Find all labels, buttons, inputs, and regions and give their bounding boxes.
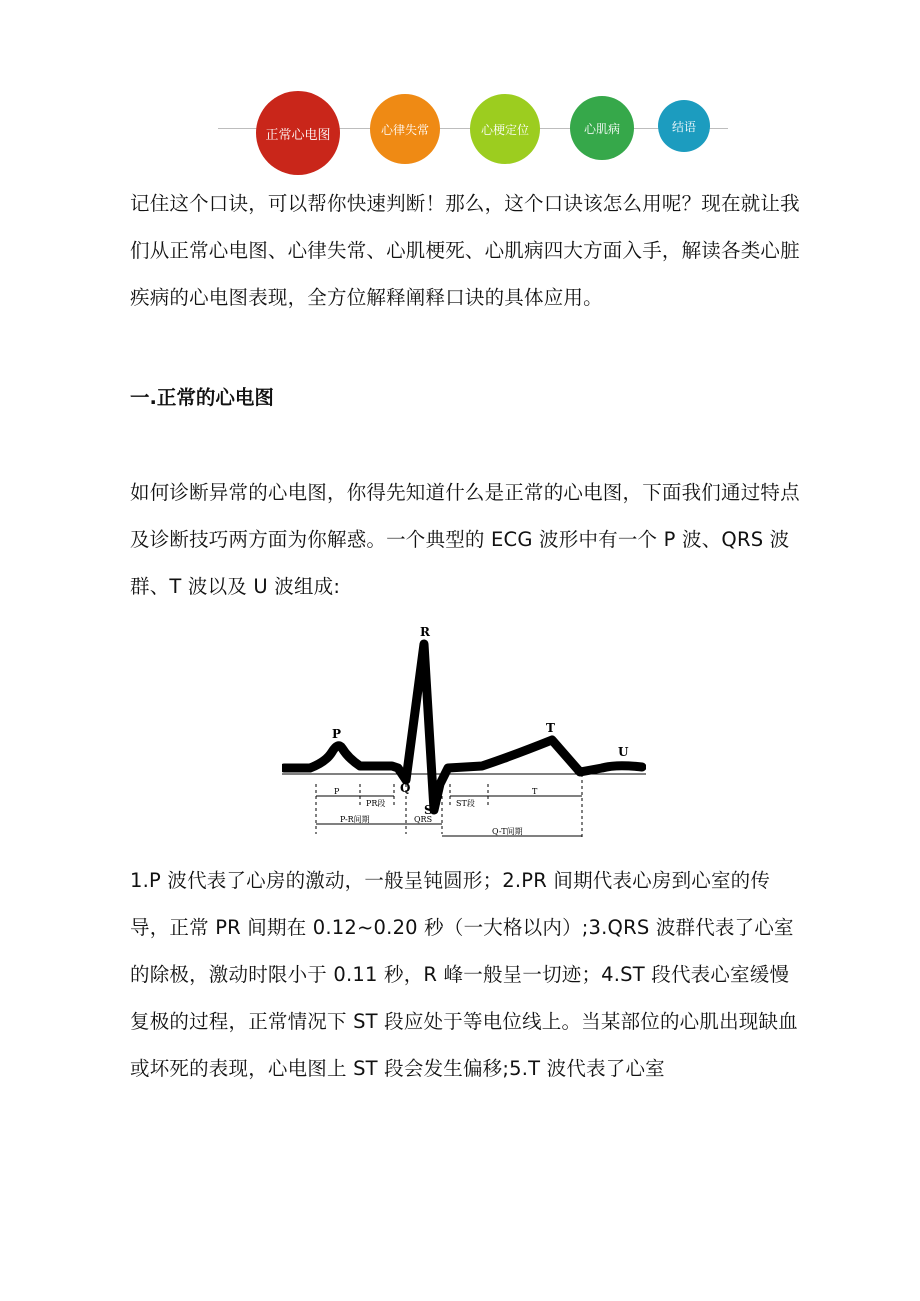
ecg-waveform-diagram (282, 624, 646, 846)
r-wave-label: R (420, 625, 430, 639)
qt-interval-label: Q-T间期 (492, 827, 523, 836)
pr-segment-label: PR段 (366, 799, 386, 808)
interval-markers (316, 774, 582, 839)
p-wave-label: P (332, 727, 342, 741)
section-paragraph-2: 1.P 波代表了心房的激动，一般呈钝圆形；2.PR 间期代表心房到心室的传导，正常 PR 间期在 0.12~0.20 秒（一大格以内）;3.QRS 波群代表了心室的除极，激动时限小于 0.11 秒，R 峰一般呈一切迹；4.ST 段代表心室缓慢复极的过程，正常情况下 ST 段应处于等电位线上。当某部位的心肌出现缺血或坏死的表现，心电图上 ST 段会发生偏移;5.T 波代表了心室 (130, 869, 798, 1080)
topic-nav (218, 88, 728, 176)
nav-item-normal-ecg[interactable]: 正常心电图 (256, 91, 340, 175)
t-wave-label: T (546, 721, 555, 735)
nav-item-arrhythmia[interactable]: 心律失常 (370, 94, 440, 164)
p-duration-label: P (334, 787, 340, 796)
s-wave-label: S (424, 803, 433, 817)
nav-item-cardiomyopathy[interactable]: 心肌病 (570, 96, 634, 160)
nav-item-infarct-location[interactable]: 心梗定位 (470, 94, 540, 164)
pr-interval-label: P-R间期 (340, 815, 370, 824)
q-wave-label: Q (400, 781, 411, 795)
u-wave-label: U (618, 745, 629, 759)
qrs-label: QRS (414, 815, 433, 824)
st-segment-label: ST段 (456, 799, 475, 808)
nav-item-conclusion[interactable]: 结语 (658, 100, 710, 152)
intro-paragraph: 记住这个口诀，可以帮你快速判断！那么，这个口诀该怎么用呢？现在就让我们从正常心电图、心律失常、心肌梗死、心肌病四大方面入手，解读各类心脏疾病的心电图表现，全方位解释阐释口诀的具体应用。 (130, 192, 800, 309)
t-duration-label: T (532, 787, 538, 796)
section-paragraph-1: 如何诊断异常的心电图，你得先知道什么是正常的心电图，下面我们通过特点及诊断技巧两方面为你解惑。一个典型的 ECG 波形中有一个 P 波、QRS 波群、T 波以及 U 波组成: (130, 481, 800, 598)
section-heading: 一.正常的心电图 (130, 386, 274, 409)
